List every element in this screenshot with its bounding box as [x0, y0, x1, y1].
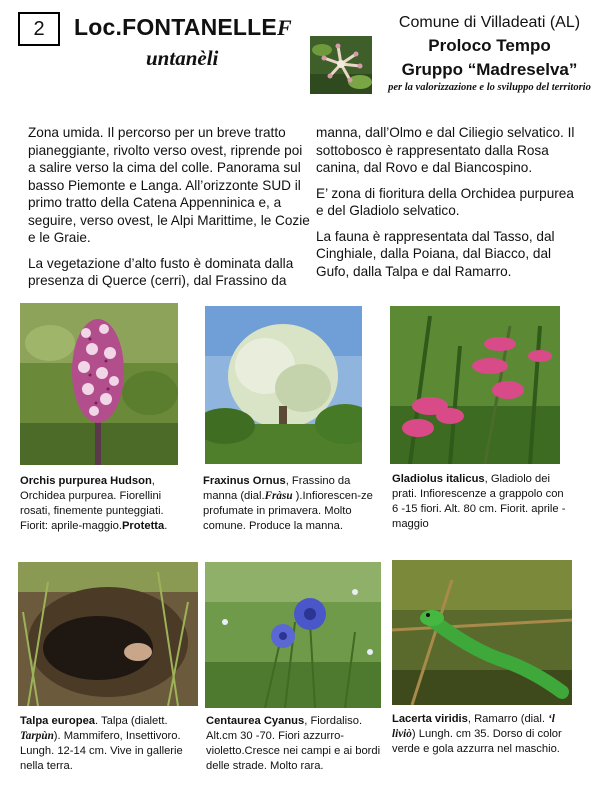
fauna-paragraph: La fauna è rappresentata dal Tasso, dal Cinghiale, dalla Poiana, dal Biacco, dal Gufo, dalla Talpa e dal Ramarro. — [316, 228, 555, 279]
centaurea-species-name: Centaurea Cyanus — [206, 715, 305, 727]
page-number: 2 — [33, 18, 45, 40]
ash-tree-photo — [205, 306, 362, 464]
orchis-period: . — [164, 520, 168, 532]
title-main: Loc.FONTANELLE — [74, 14, 277, 40]
gladiolus-caption — [392, 472, 570, 532]
commune-name: Comune di Villadeati (AL) — [398, 14, 581, 31]
gladiolus-description: , Gladiolo dei prati. Infiorescenze a grappolo con 6 -15 fiori. Alt. 80 cm. Fiorit. aprile - maggio — [392, 473, 566, 530]
centaurea-caption — [206, 714, 386, 774]
dialect-subtitle: untanèli — [146, 46, 219, 70]
vegetation-paragraph: La vegetazione d’alto fusto è dominata dalla presenza di Querce (cerri), dal Frassino da — [28, 255, 294, 288]
talpa-description-end: ). Mammifero, Insettivoro. Lungh. 12-14 cm. Vive in gallerie nella terra. — [20, 730, 183, 772]
description-paragraph: Zona umida. Il percorso per un breve tratto pianeggiante, rivolto verso ovest, riprende poi a salire verso la cima del colle. Panorama sul basso Piemonte e Langa. All’orizzonte SUD il primo tratto della Catena Appenninica e, a seguire, verso ovest, le Alpi Marittime, le Cozie e le Graie. — [28, 125, 310, 245]
orchis-caption — [20, 474, 192, 534]
talpa-description: . Talpa (dialett. — [95, 715, 168, 727]
lacerta-description-end: ) Lungh. cm 35. Dorso di color verde e gola azzurra nel maschio. — [392, 728, 562, 755]
fraxinus-species-name: Fraxinus Ornus — [203, 475, 286, 487]
group-name: Gruppo “Madreselva” — [401, 60, 578, 79]
body-column-left — [28, 124, 310, 298]
talpa-dialect-name: Tarpùn — [20, 730, 54, 742]
protected-label: Protetta — [121, 520, 165, 532]
mole-photo — [18, 562, 198, 706]
fraxinus-description: , Frassino da manna (dial. — [203, 475, 351, 502]
fraxinus-description-end: ).Infiorescen-ze profumate in primavera. Molto comune. Produce la manna. — [203, 490, 373, 532]
cornflower-photo — [205, 562, 381, 708]
orchid-photo — [20, 303, 178, 465]
lacerta-description: , Ramarro (dial. — [467, 713, 549, 725]
title-suffix: F — [276, 15, 292, 40]
body-column-right — [316, 124, 578, 288]
vegetation-continued-paragraph: manna, dall’Olmo e dal Ciliegio selvatico. Il sottobosco è rappresentato dalla Rosa canina, dal Rovo e dal Biancospino. — [316, 125, 575, 175]
tagline: per la valorizzazione e lo sviluppo del territorio — [388, 82, 591, 93]
talpa-species-name: Talpa europea — [20, 715, 96, 727]
lacerta-caption — [392, 712, 578, 757]
orchis-species-name: Orchis purpurea Hudson — [20, 475, 152, 487]
orchis-description: , Orchidea purpurea. Fiorellini rosati, finemente punteggiati. Fiorit: aprile-maggio. — [20, 475, 164, 532]
organization-name: Proloco Tempo — [428, 36, 551, 55]
page-number-box — [18, 12, 60, 46]
honeysuckle-photo — [310, 36, 372, 94]
lacerta-dialect-name: ‘l liviò — [392, 713, 555, 740]
green-lizard-photo — [392, 560, 572, 705]
lacerta-species-name: Lacerta viridis — [392, 713, 468, 725]
centaurea-description: , Fiordaliso. Alt.cm 30 -70. Fiori azzurro-violetto.Cresce nei campi e ai bordi delle strade. Molto rara. — [206, 715, 381, 772]
fraxinus-dialect-name: Fràsu — [264, 490, 293, 502]
gladiolus-species-name: Gladiolus italicus — [392, 473, 485, 485]
talpa-caption — [20, 714, 198, 774]
gladiolus-photo — [390, 306, 560, 464]
flowering-paragraph: E’ zona di fioritura della Orchidea purpurea e del Gladiolo selvatico. — [316, 185, 574, 218]
page-title — [74, 14, 292, 41]
fraxinus-caption — [203, 474, 375, 534]
